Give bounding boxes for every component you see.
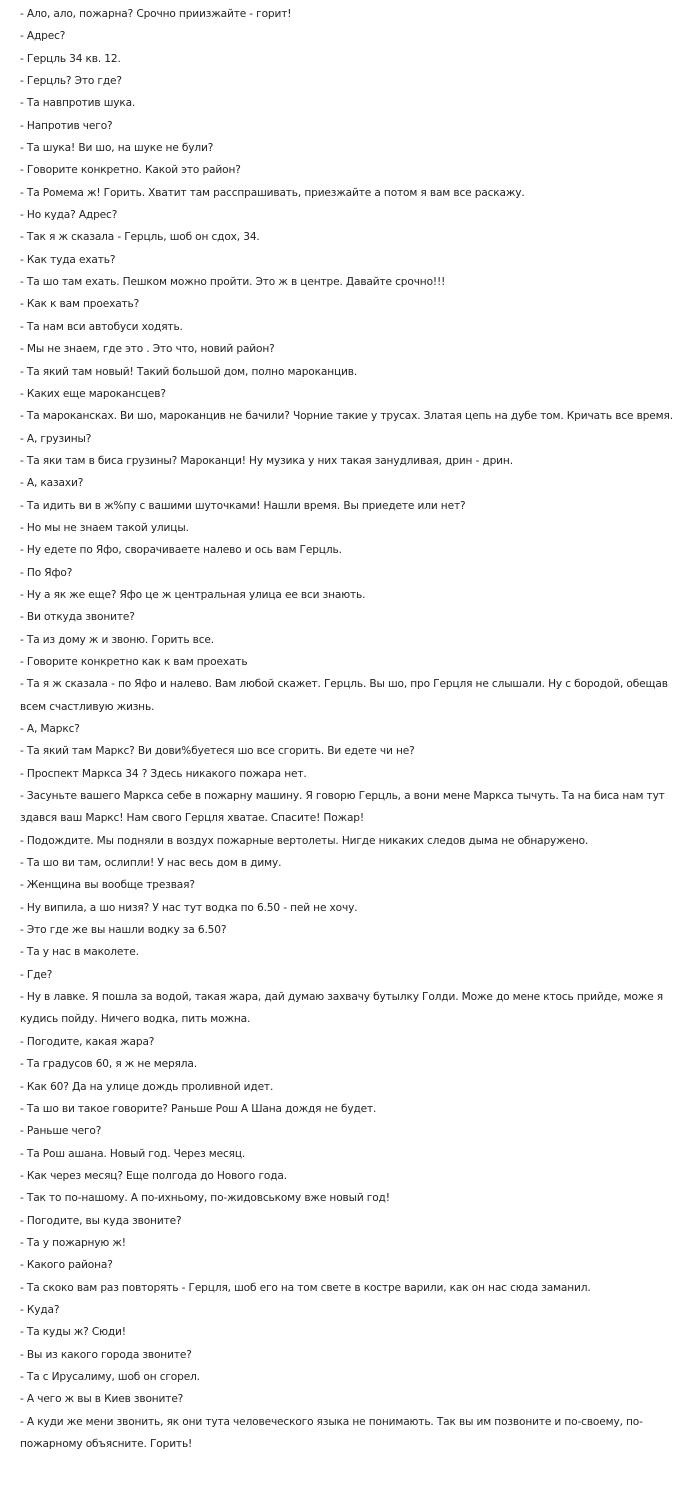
dialogue-line: - Вы из какого города звоните?	[20, 1348, 192, 1361]
dialogue-line: - Та навпротив шука.	[20, 97, 136, 110]
dialogue-line: - Герцль? Это где?	[20, 75, 122, 88]
dialogue-line: - Та из дому ж и звоню. Горить все.	[20, 633, 214, 646]
dialogue-line: - Та я ж сказала - по Яфо и налево. Вам любой скажет. Герцль. Вы шо, про Герцля не слышали. Ну с бородой, обещав всем счастливую жизнь.	[20, 678, 668, 713]
dialogue-line: - По Яфо?	[20, 566, 73, 579]
dialogue-line: - А, Маркс?	[20, 723, 80, 735]
dialogue-line: - Так я ж сказала - Герцль, шоб он сдох, 34.	[20, 231, 260, 244]
dialogue-line: - Говорите конкретно. Какой это район?	[20, 164, 241, 177]
dialogue-line: - Та шо там ехать. Пешком можно пройти. Это ж в центре. Давайте срочно!!!	[20, 276, 446, 289]
dialogue-line: - Та скоко вам раз повторять - Герцля, шоб его на том свете в костре варили, как он нас сюда заманил.	[20, 1281, 591, 1294]
dialogue-line: - Та нам вси автобуси ходять.	[20, 320, 183, 333]
dialogue-line: - Где?	[20, 968, 53, 981]
dialogue-line: - Мы не знаем, где это . Это что, новий район?	[20, 343, 275, 356]
dialogue-line: - Как туда ехать?	[20, 253, 116, 266]
dialogue-line: - Подождите. Мы подняли в воздух пожарные вертолеты. Нигде никаких следов дыма не обнаружено.	[20, 834, 589, 847]
dialogue-line: - Та яки там в биса грузины? Мароканци! Ну музика у них такая занудливая, дрин - дрин.	[20, 454, 513, 467]
dialogue-line: - Ну а як же еще? Яфо це ж центральная улица ее вси знають.	[20, 588, 366, 601]
dialogue-line: - Проспект Маркса 34 ? Здесь никакого пожара нет.	[20, 767, 307, 780]
dialogue-line: - Та який там новый! Такий большой дом, полно мароканцив.	[20, 365, 358, 378]
dialogue-line: - Та марокансках. Ви шо, мароканцив не бачили? Чорние такие у трусах. Златая цепь на дубе том. Кричать все время.	[20, 410, 673, 423]
dialogue-line: - Та який там Маркс? Ви дови%буетеся шо все сгорить. Ви едете чи не?	[20, 745, 415, 758]
dialogue-line: - Та шука! Ви шо, на шуке не були?	[20, 142, 214, 155]
dialogue-line: - Ви откуда звоните?	[20, 611, 135, 624]
dialogue-line: - Та у пожарную ж!	[20, 1236, 126, 1249]
dialogue-line: - Та куды ж? Сюди!	[20, 1326, 126, 1339]
dialogue-line: - Та градусов 60, я ж не меряла.	[20, 1058, 197, 1071]
dialogue-line: - Но мы не знаем такой улицы.	[20, 521, 189, 534]
dialogue-line: - Адрес?	[20, 30, 66, 43]
dialogue-line: - Куда?	[20, 1303, 60, 1316]
dialogue-line: - Напротив чего?	[20, 119, 113, 132]
dialogue-line: - Говорите конкретно как к вам проехать	[20, 655, 248, 668]
dialogue-line: - Засуньте вашего Маркса себе в пожарну машину. Я говорю Герцль, а вони мене Маркса тычуть. Та на биса нам тут здався ваш Маркс! Нам свого Герцля хватае. Спасите! Пожар!	[20, 790, 665, 825]
dialogue-line: - Та шо ви там, ослипли! У нас весь дом в диму.	[20, 857, 282, 870]
dialogue-line: - Ну випила, а шо низя? У нас тут водка по 6.50 - пей не хочу.	[20, 901, 358, 914]
dialogue-line: - Та идить ви в ж%пу с вашими шуточками! Нашли время. Вы приедете или нет?	[20, 499, 466, 512]
dialogue-line: - Погодите, какая жара?	[20, 1035, 155, 1048]
dialogue-line: - Ало, ало, пожарна? Срочно приизжайте - горит!	[20, 8, 292, 20]
dialogue-line: - Та с Ирусалиму, шоб он сгорел.	[20, 1370, 200, 1383]
dialogue-line: - Раньше чего?	[20, 1125, 102, 1138]
dialogue-line: - Но куда? Адрес?	[20, 209, 118, 222]
dialogue-line: - Ну едете по Яфо, сворачиваете налево и ось вам Герцль.	[20, 544, 342, 557]
dialogue-line: - А куди же мени звонить, як они тута человеческого языка не понимають. Так вы им позвоните и по-своему, по-пожарному объясните. Горить!	[20, 1415, 643, 1450]
dialogue-line: - А чего ж вы в Киев звоните?	[20, 1393, 184, 1406]
dialogue-line: - Как через месяц? Еще полгода до Нового года.	[20, 1169, 287, 1182]
dialogue-line: - Так то по-нашому. А по-ихньому, по-жидовському вже новый год!	[20, 1192, 390, 1205]
dialogue-line: - А, грузины?	[20, 432, 92, 445]
dialogue-line: - Ну в лавке. Я пошла за водой, такая жара, дай думаю захвачу бутылку Голди. Може до мене ктось прийде, може я кудись пойду. Ничего водка, пить можна.	[20, 991, 664, 1026]
dialogue-line: - Та у нас в маколете.	[20, 946, 139, 959]
dialogue-line: - Каких еще марокансцев?	[20, 387, 166, 400]
dialogue-line: - Та шо ви такое говорите? Раньше Рош А Шана дождя не будет.	[20, 1102, 377, 1115]
dialogue-line: - Погодите, вы куда звоните?	[20, 1214, 182, 1227]
dialogue-line: - А, казахи?	[20, 477, 84, 490]
dialogue-line: - Та Ромема ж! Горить. Хватит там расспрашивать, приезжайте а потом я вам все раскажу.	[20, 186, 525, 199]
dialogue-line: - Как 60? Да на улице дождь проливной идет.	[20, 1080, 274, 1093]
dialogue-line: - Это где же вы нашли водку за 6.50?	[20, 924, 227, 937]
dialogue-line: - Та Рош ашана. Новый год. Через месяц.	[20, 1147, 246, 1160]
dialogue-line: - Женщина вы вообще трезвая?	[20, 879, 195, 892]
dialogue-line: - Какого района?	[20, 1259, 113, 1272]
dialogue-line: - Герцль 34 кв. 12.	[20, 52, 121, 65]
dialogue-line: - Как к вам проехать?	[20, 298, 140, 311]
